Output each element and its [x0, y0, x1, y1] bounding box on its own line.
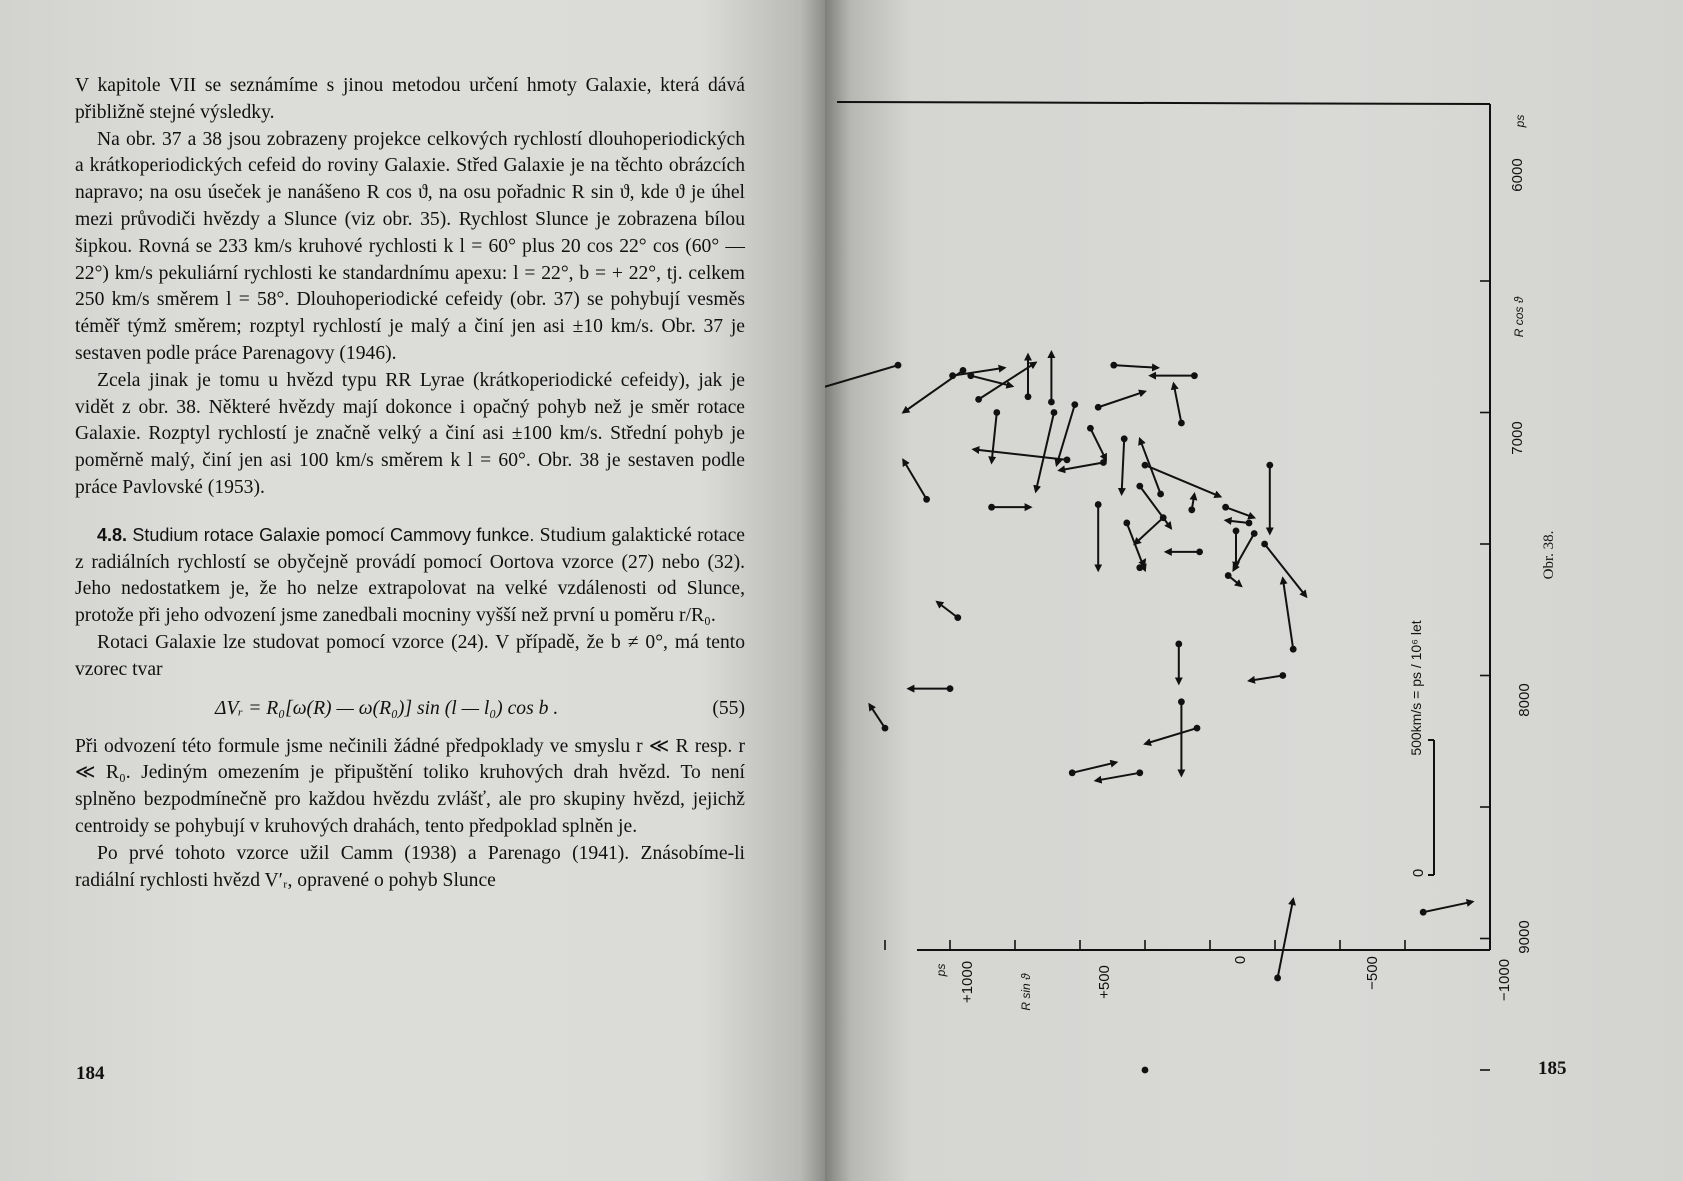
star-point [993, 409, 1000, 416]
velocity-arrow [1174, 384, 1182, 423]
y-tick-label: 0 [1232, 955, 1249, 965]
velocity-arrow [1283, 578, 1293, 649]
star-point [1095, 404, 1102, 411]
star-point [1196, 548, 1203, 555]
star-point [975, 396, 982, 403]
paragraph-odvozeni: Při odvození této formule jsme nečinili žádné předpoklady ve smyslu r ≪ R resp. r ≪ R₀. Jediným omezením je připuštění toliko kruhových drah hvězd. To není splněno bezpodmínečně pro každou hvězdu zvlášť, ale pro skupiny hvězd, jejichž centroidy se pohybují v kruhových drahách, tento předpoklad splněn je. [75, 735, 745, 837]
x-axis-ticks [1480, 281, 1490, 1070]
star-point [1261, 541, 1268, 548]
velocity-arrow [1265, 544, 1307, 597]
star-point [988, 504, 995, 511]
equation-55 [75, 690, 745, 730]
star-point [1188, 506, 1195, 513]
y-tick-label: +500 [1096, 965, 1113, 999]
star-point [1222, 504, 1229, 511]
star-point [1274, 975, 1281, 982]
velocity-arrow [1090, 428, 1106, 460]
velocity-arrow [1114, 365, 1158, 368]
scale-bar [1408, 620, 1434, 877]
paragraph-rotace: Rotaci Galaxie lze studovat pomocí vzorce (24). V případě, že b ≠ 0°, má tento vzorec tvar [75, 631, 745, 680]
star-point [947, 685, 954, 692]
star-point [1025, 393, 1032, 400]
y-axis-label: R sin ϑ [1019, 973, 1033, 1011]
y-axis-ticks [885, 940, 1405, 950]
frame-top-line [837, 102, 1490, 104]
velocity-arrow [1135, 518, 1164, 544]
star-point [1225, 572, 1232, 579]
y-tick-label: −1000 [1496, 958, 1513, 1002]
star-point [1266, 462, 1273, 469]
x-tick-label: 8000 [1516, 683, 1533, 717]
velocity-arrow [1249, 676, 1283, 681]
star-point [1420, 909, 1427, 916]
velocity-arrow [1226, 507, 1255, 518]
star-point [1191, 372, 1198, 379]
figure-38-velocity-vectors [825, 0, 1683, 1181]
velocity-arrow [992, 413, 997, 463]
y-tick-label: −500 [1364, 956, 1381, 990]
star-point [1095, 501, 1102, 508]
equation-body: ΔVᵣ = R₀[ω(R) — ω(R₀)] sin (l — l₀) cos b . [215, 697, 559, 719]
star-point [1123, 520, 1130, 527]
star-point [1160, 514, 1167, 521]
left-text-block [75, 73, 745, 894]
star-point [1051, 409, 1058, 416]
star-point [882, 725, 889, 732]
paragraph-camm: Po prvé tohoto vzorce užil Camm (1938) a Parenago (1941). Znásobíme-li radiální rychlosti hvězd V′ᵣ, opravené o pohyb Slunce [75, 842, 745, 891]
star-point [1100, 459, 1107, 466]
star-point [1246, 520, 1253, 527]
section-title: Studium rotace Galaxie pomocí Cammovy funkce. [132, 524, 535, 545]
velocity-arrow [869, 704, 885, 728]
star-point [1136, 769, 1143, 776]
star-point [1136, 483, 1143, 490]
star-point [967, 372, 974, 379]
star-point [1048, 399, 1055, 406]
velocity-arrow [825, 365, 898, 402]
star-point [895, 362, 902, 369]
velocity-arrow [903, 460, 926, 499]
velocity-arrow [1059, 462, 1103, 470]
x-tick-label: 9000 [1516, 920, 1533, 954]
star-point [1064, 456, 1071, 463]
star-point [1142, 1067, 1149, 1074]
velocity-arrow [1278, 899, 1294, 978]
figure-caption: Obr. 38. [1541, 530, 1557, 580]
star-point [1157, 491, 1164, 498]
velocity-arrow [973, 449, 1067, 460]
star-point [1071, 401, 1078, 408]
equation-number: (55) [712, 697, 745, 719]
velocity-arrow [1036, 413, 1054, 492]
star-point [1233, 527, 1240, 534]
velocity-arrow [1122, 439, 1125, 494]
paragraph-2: Na obr. 37 a 38 jsou zobrazeny projekce celkových rychlostí dlouhoperiodických a krátkoperiodických cefeid do roviny Galaxie. Střed Galaxie je na těchto obrázcích napravo; na osu úseček je nanášeno R cos ϑ, na osu pořadnic R sin ϑ, kde ϑ je úhel mezi průvodiči hvězdy a Slunce (viz obr. 35). Rychlost Slunce je zobrazena bílou šipkou. Rovná se 233 km/s kruhové rychlosti k l = 60° plus 20 cos 22° cos (60° — 22°) km/s pekuliární rychlosti ke standardnímu apexu: l = 22°, b = + 22°, tj. celkem 250 km/s směrem l = 58°. Dlouhoperiodické cefeidy (obr. 37) se pohybují vesměs téměř týmž směrem; rozptyl rychlostí je malý a činí jen asi ±10 km/s. Obr. 37 je sestaven podle práce Parenagovy (1946). [75, 128, 745, 364]
x-tick-label: 7000 [1509, 421, 1526, 455]
scale-bar-label: 500km/s = ps / 10⁶ let [1408, 620, 1424, 756]
velocity-arrow [1145, 728, 1197, 744]
star-point [1251, 530, 1258, 537]
velocity-arrow [1226, 520, 1249, 523]
star-point [1178, 698, 1185, 705]
star-point [1178, 420, 1185, 427]
star-point [1175, 641, 1182, 648]
star-point [954, 614, 961, 621]
star-point [923, 496, 930, 503]
velocity-arrow [1098, 391, 1145, 407]
left-page [0, 0, 825, 1181]
x-axis-unit: ps [1513, 114, 1527, 128]
paragraph-3: Zcela jinak je tomu u hvězd typu RR Lyrae (krátkoperiodické cefeidy), jak je vidět z obr. 38. Některé hvězdy mají dokonce i opačný pohyb než je směr rotace Galaxie. Rozptyl rychlostí je značně velký a činí asi ±100 km/s. Střední pohyb je poměrně malý, činí jen asi 100 km/s směrem k l = 60°. Obr. 38 je sestaven podle práce Pavlovské (1953). [75, 369, 745, 498]
velocity-arrow [1423, 902, 1472, 913]
velocity-arrow [1140, 486, 1171, 528]
plot-frame [837, 102, 1490, 950]
star-point [949, 372, 956, 379]
star-point [1087, 425, 1094, 432]
star-point [1290, 646, 1297, 653]
page-number-right: 185 [1538, 1058, 1567, 1079]
velocity-arrow [1096, 773, 1140, 781]
velocity-arrow [1057, 405, 1075, 465]
star-point [1194, 725, 1201, 732]
y-axis-unit: ps [934, 963, 948, 977]
page-number-left: 184 [76, 1063, 105, 1084]
x-axis-label: R cos ϑ [1512, 296, 1526, 338]
x-tick-labels [1509, 115, 1533, 954]
star-point [1142, 462, 1149, 469]
section-paragraph [75, 522, 745, 630]
y-tick-labels [934, 956, 1513, 1011]
star-point [1110, 362, 1117, 369]
velocity-arrow [937, 602, 958, 618]
y-tick-label: +1000 [959, 960, 976, 1004]
star-point [1069, 769, 1076, 776]
x-tick-label: 6000 [1509, 158, 1526, 192]
velocity-arrow [1072, 762, 1116, 773]
star-point [1136, 564, 1143, 571]
scale-bar-zero: 0 [1410, 868, 1427, 878]
section-text: Studium galaktické rotace z radiálních rychlostí se obyčejně provádí pomocí Oortova vzorce (27) nebo (32). Jeho nedostatkem je, že ho nelze extrapolovat na velké vzdálenosti od Slunce, protože při jeho odvození jsme zanedbali mocniny vyšší než první u poměru r/R₀. [75, 524, 745, 627]
section-number: 4.8. [97, 524, 128, 545]
star-point [1279, 672, 1286, 679]
star-point [1121, 435, 1128, 442]
paragraph-1: V kapitole VII se seznámíme s jinou metodou určení hmoty Galaxie, která dává přibližně stejné výsledky. [75, 75, 745, 123]
